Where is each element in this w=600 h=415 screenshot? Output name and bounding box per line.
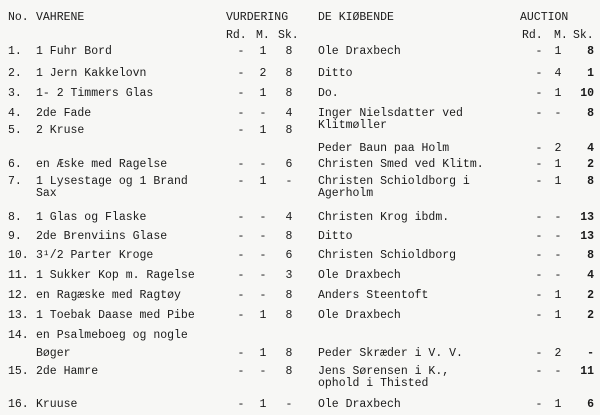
auction-m: - bbox=[554, 249, 562, 262]
auction-m: 1 bbox=[554, 158, 562, 171]
auction-m: - bbox=[554, 365, 562, 378]
buyer-name: Peder Baun paa Holm bbox=[318, 142, 450, 155]
auction-sk: 4 bbox=[587, 142, 594, 155]
auction-rd: - bbox=[535, 175, 543, 188]
auction-rd: - bbox=[535, 289, 543, 302]
valuation-rd: - bbox=[237, 269, 245, 282]
row-number: 4. bbox=[8, 107, 22, 120]
valuation-sk: 4 bbox=[285, 107, 293, 120]
item-name: 2de Brenviins Glase bbox=[36, 230, 168, 243]
auction-sk: 2 bbox=[587, 309, 594, 322]
valuation-unit-sk: Sk. bbox=[278, 29, 299, 42]
auction-m: 1 bbox=[554, 45, 562, 58]
valuation-m: 2 bbox=[259, 67, 267, 80]
buyer-name: Ole Draxbech bbox=[318, 269, 401, 282]
valuation-rd: - bbox=[237, 249, 245, 262]
auction-m: 4 bbox=[554, 67, 562, 80]
valuation-m: 1 bbox=[259, 175, 267, 188]
valuation-m: - bbox=[259, 289, 267, 302]
valuation-rd: - bbox=[237, 158, 245, 171]
buyer-name: Ditto bbox=[318, 230, 353, 243]
auction-sk: 4 bbox=[587, 269, 594, 282]
buyer-name: Inger Nielsdatter ved Klitmøller bbox=[318, 107, 463, 132]
auction-unit-sk: Sk. bbox=[573, 29, 594, 42]
valuation-rd: - bbox=[237, 309, 245, 322]
valuation-rd: - bbox=[237, 347, 245, 360]
row-number: 7. bbox=[8, 175, 22, 188]
valuation-sk: 6 bbox=[285, 158, 293, 171]
item-name: en Psalmeboeg og nogle bbox=[36, 329, 188, 342]
auction-sk: 2 bbox=[587, 289, 594, 302]
valuation-rd: - bbox=[237, 67, 245, 80]
auction-m: - bbox=[554, 230, 562, 243]
valuation-sk: 6 bbox=[285, 249, 293, 262]
auction-sk: 2 bbox=[587, 158, 594, 171]
buyer-name: Ole Draxbech bbox=[318, 45, 401, 58]
auction-rd: - bbox=[535, 107, 543, 120]
valuation-sk: 8 bbox=[285, 289, 293, 302]
auction-sk: 1 bbox=[587, 67, 594, 80]
row-number: 15. bbox=[8, 365, 29, 378]
auction-m: - bbox=[554, 107, 562, 120]
row-number: 8. bbox=[8, 211, 22, 224]
valuation-m: - bbox=[259, 365, 267, 378]
buyer-name: Ole Draxbech bbox=[318, 309, 401, 322]
valuation-rd: - bbox=[237, 45, 245, 58]
valuation-rd: - bbox=[237, 230, 245, 243]
valuation-sk: 3 bbox=[285, 269, 293, 282]
item-name: 2 Kruse bbox=[36, 124, 85, 137]
auction-rd: - bbox=[535, 347, 543, 360]
valuation-m: 1 bbox=[259, 398, 267, 411]
auction-rd: - bbox=[535, 398, 543, 411]
row-number: 2. bbox=[8, 67, 22, 80]
valuation-sk: 8 bbox=[285, 230, 293, 243]
buyer-name: Jens Sørensen i K., ophold i Thisted bbox=[318, 365, 450, 390]
auction-sk: 13 bbox=[580, 230, 594, 243]
valuation-m: - bbox=[259, 249, 267, 262]
auction-rd: - bbox=[535, 365, 543, 378]
valuation-m: - bbox=[259, 211, 267, 224]
item-name: 1 Glas og Flaske bbox=[36, 211, 147, 224]
valuation-rd: - bbox=[237, 398, 245, 411]
item-name: 1- 2 Timmers Glas bbox=[36, 87, 154, 100]
valuation-sk: - bbox=[285, 175, 293, 188]
item-name: 1 Jern Kakkelovn bbox=[36, 67, 147, 80]
item-name: Bøger bbox=[36, 347, 71, 360]
item-name: 1 Lysestage og 1 Brand Sax bbox=[36, 175, 188, 200]
item-name: 3¹/2 Parter Kroge bbox=[36, 249, 154, 262]
valuation-m: 1 bbox=[259, 309, 267, 322]
valuation-sk: 8 bbox=[285, 309, 293, 322]
auction-rd: - bbox=[535, 269, 543, 282]
row-number: 13. bbox=[8, 309, 29, 322]
header-buyers: DE KIØBENDE bbox=[318, 11, 394, 24]
auction-rd: - bbox=[535, 309, 543, 322]
valuation-rd: - bbox=[237, 107, 245, 120]
auction-sk: 6 bbox=[587, 398, 594, 411]
auction-m: 1 bbox=[554, 309, 562, 322]
buyer-name: Ditto bbox=[318, 67, 353, 80]
valuation-m: - bbox=[259, 158, 267, 171]
valuation-rd: - bbox=[237, 289, 245, 302]
row-number: 9. bbox=[8, 230, 22, 243]
valuation-sk: - bbox=[285, 398, 293, 411]
auction-sk: 8 bbox=[587, 45, 594, 58]
auction-m: 1 bbox=[554, 175, 562, 188]
auction-unit-rd: Rd. bbox=[522, 29, 543, 42]
item-name: 2de Fade bbox=[36, 107, 92, 120]
row-number: 1. bbox=[8, 45, 22, 58]
valuation-sk: 8 bbox=[285, 45, 293, 58]
auction-sk: - bbox=[587, 347, 594, 360]
valuation-m: - bbox=[259, 230, 267, 243]
valuation-m: - bbox=[259, 107, 267, 120]
auction-m: 1 bbox=[554, 87, 562, 100]
auction-m: 2 bbox=[554, 347, 562, 360]
auction-rd: - bbox=[535, 158, 543, 171]
auction-m: - bbox=[554, 211, 562, 224]
auction-rd: - bbox=[535, 230, 543, 243]
row-number: 11. bbox=[8, 269, 29, 282]
buyer-name: Ole Draxbech bbox=[318, 398, 401, 411]
valuation-m: 1 bbox=[259, 45, 267, 58]
auction-m: 2 bbox=[554, 142, 562, 155]
buyer-name: Christen Krog ibdm. bbox=[318, 211, 450, 224]
header-valuation: VURDERING bbox=[226, 11, 289, 24]
buyer-name: Christen Schioldborg i Agerholm bbox=[318, 175, 470, 200]
auction-m: 1 bbox=[554, 289, 562, 302]
valuation-sk: 8 bbox=[285, 87, 293, 100]
item-name: en Æske med Ragelse bbox=[36, 158, 168, 171]
header-auction: AUCTION bbox=[520, 11, 569, 24]
buyer-name: Peder Skræder i V. V. bbox=[318, 347, 463, 360]
valuation-sk: 8 bbox=[285, 124, 293, 137]
auction-m: - bbox=[554, 269, 562, 282]
auction-sk: 10 bbox=[580, 87, 594, 100]
auction-rd: - bbox=[535, 45, 543, 58]
buyer-name: Christen Smed ved Klitm. bbox=[318, 158, 484, 171]
valuation-sk: 8 bbox=[285, 365, 293, 378]
row-number: 3. bbox=[8, 87, 22, 100]
valuation-sk: 8 bbox=[285, 347, 293, 360]
valuation-sk: 8 bbox=[285, 67, 293, 80]
row-number: 10. bbox=[8, 249, 29, 262]
valuation-rd: - bbox=[237, 124, 245, 137]
auction-rd: - bbox=[535, 87, 543, 100]
row-number: 6. bbox=[8, 158, 22, 171]
item-name: en Ragæske med Ragtøy bbox=[36, 289, 181, 302]
auction-m: 1 bbox=[554, 398, 562, 411]
valuation-rd: - bbox=[237, 87, 245, 100]
valuation-rd: - bbox=[237, 365, 245, 378]
item-name: 2de Hamre bbox=[36, 365, 99, 378]
row-number: 5. bbox=[8, 124, 22, 137]
auction-unit-m: M. bbox=[554, 29, 568, 42]
auction-rd: - bbox=[535, 211, 543, 224]
valuation-m: 1 bbox=[259, 347, 267, 360]
item-name: 1 Toebak Daase med Pibe bbox=[36, 309, 195, 322]
buyer-name: Anders Steentoft bbox=[318, 289, 429, 302]
header-no: No. bbox=[8, 11, 29, 24]
valuation-sk: 4 bbox=[285, 211, 293, 224]
auction-sk: 8 bbox=[587, 175, 594, 188]
row-number: 14. bbox=[8, 329, 29, 342]
auction-rd: - bbox=[535, 249, 543, 262]
buyer-name: Do. bbox=[318, 87, 339, 100]
item-name: 1 Sukker Kop m. Ragelse bbox=[36, 269, 195, 282]
auction-rd: - bbox=[535, 67, 543, 80]
auction-sk: 11 bbox=[580, 365, 594, 378]
valuation-m: 1 bbox=[259, 124, 267, 137]
valuation-m: - bbox=[259, 269, 267, 282]
valuation-unit-m: M. bbox=[256, 29, 270, 42]
row-number: 16. bbox=[8, 398, 29, 411]
header-items: VAHRENE bbox=[36, 11, 85, 24]
row-number: 12. bbox=[8, 289, 29, 302]
auction-sk: 13 bbox=[580, 211, 594, 224]
auction-rd: - bbox=[535, 142, 543, 155]
valuation-rd: - bbox=[237, 211, 245, 224]
valuation-unit-rd: Rd. bbox=[226, 29, 247, 42]
auction-sk: 8 bbox=[587, 249, 594, 262]
valuation-rd: - bbox=[237, 175, 245, 188]
auction-sk: 8 bbox=[587, 107, 594, 120]
buyer-name: Christen Schioldborg bbox=[318, 249, 457, 262]
item-name: Kruuse bbox=[36, 398, 78, 411]
valuation-m: 1 bbox=[259, 87, 267, 100]
item-name: 1 Fuhr Bord bbox=[36, 45, 112, 58]
